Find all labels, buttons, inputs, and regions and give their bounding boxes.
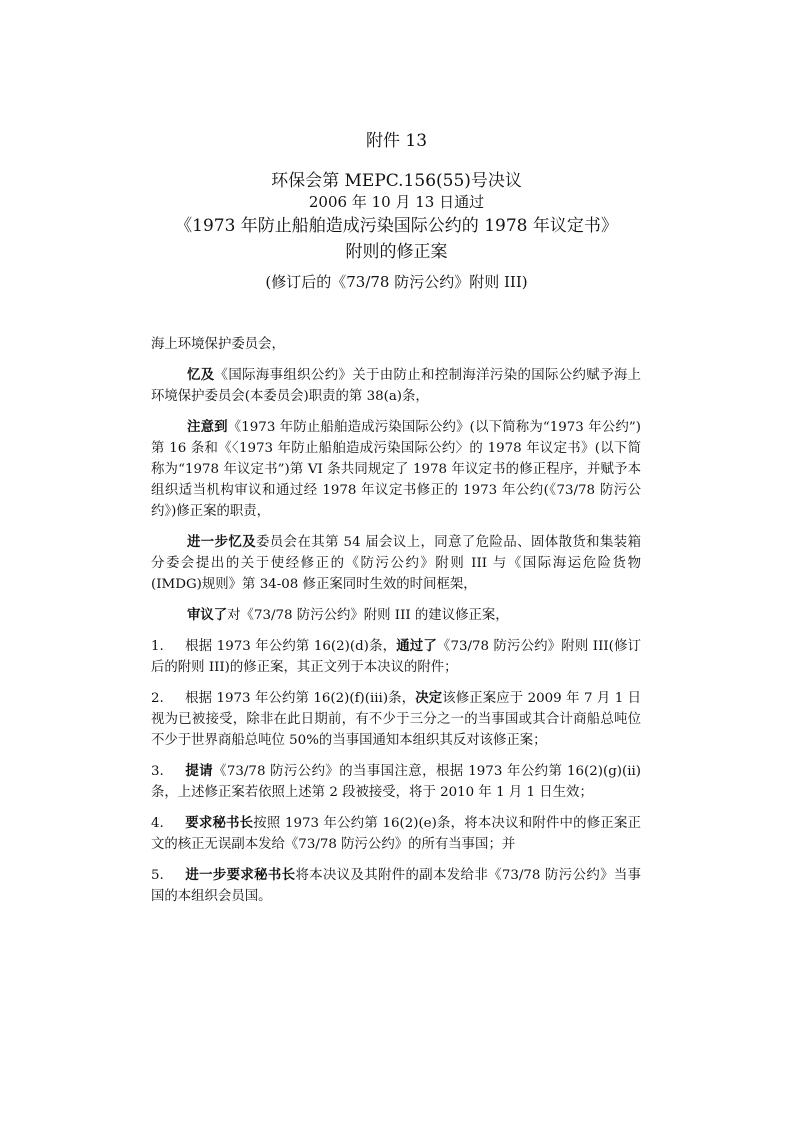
addressee: 海上环境保护委员会， [151,337,285,352]
paragraph-number: 4. [151,816,164,831]
operative-lead: 提请 [185,763,214,779]
preamble-text: 《1973 年防止船舶造成污染国际公约》(以下简称为“1973 年公约”)第 16 条和《〈1973 年防止船舶造成污染国际公约〉的 1978 年议定书》(以下简称为“1978 年议定书”)第 VI 条共同规定了 1978 年议定书的修正程序，并赋予本组织适当机构审议和通过经 1978 年议定书修正的 1973 年公约(《73/78 防污公约》)修正案的职责， [151,420,642,519]
preamble-lead: 审议了 [187,607,228,623]
amendment-title [0,213,793,265]
resolution-title: 环保会第 MEPC.156(55)号决议 [271,171,522,191]
preamble-paragraph [151,532,641,595]
operative-lead: 进一步要求秘书长 [185,867,296,883]
amendment-title-line1: 《1973 年防止船舶造成污染国际公约的 1978 年议定书》 [175,216,618,236]
operative-text: 将本决议及其附件的副本发给非《73/78 防污公约》当事国的本组织会员国。 [151,868,641,904]
preamble-lead: 注意到 [187,419,228,435]
paragraph-number: 3. [151,764,164,779]
subtitle: (修订后的《73/78 防污公约》附则 III) [265,273,528,291]
operative-text: 该修正案应于 2009 年 7 月 1 日视为已被接受，除非在此日期前，有不少于三分之一的当事国或其合计商船总吨位不少于世界商船总吨位 50%的当事国通知本组织其反对该修正案； [151,691,641,748]
preamble-paragraph [151,365,641,407]
amendment-title-line2: 附则的修正案 [345,242,448,262]
preamble-lead: 进一步忆及 [187,534,257,550]
operative-pre: 根据 1973 年公约第 16(2)(d)条， [185,639,397,654]
operative-lead: 要求秘书长 [185,815,254,831]
preamble-lead: 忆及 [187,367,215,383]
preamble-paragraph [151,605,641,626]
operative-text: 《73/78 防污公约》附则 III(修订后的附则 III)的修正案，其正文列于本决议的附件； [151,639,642,675]
preamble-text: 对《73/78 防污公约》附则 III 的建议修正案， [227,608,509,623]
preamble-text: 《国际海事组织公约》关于由防止和控制海洋污染的国际公约赋予海上环境保护委员会(本委员会)职责的第 38(a)条， [151,368,642,404]
paragraph-number: 2. [151,691,164,706]
operative-text: 《73/78 防污公约》的当事国注意，根据 1973 年公约第 16(2)(g)(ii)条，上述修正案若依照上述第 2 段被接受，将于 2010 年 1 月 1 日生效； [151,764,642,800]
resolution-body [151,334,641,917]
operative-lead: 通过了 [396,638,437,654]
preamble-paragraph [151,417,641,522]
operative-paragraph [151,865,641,907]
operative-paragraph [151,636,641,678]
adopted-date: 2006 年 10 月 13 日通过 [308,193,485,211]
annex-label: 附件 13 [365,131,428,151]
preamble-text: 委员会在其第 54 届会议上，同意了危险品、固体散货和集装箱分委会提出的关于使经修正的《防污公约》附则 III 与《国际海运危险货物(IMDG)规则》第 34-08 修正案同时生效的时间框架， [151,535,641,592]
paragraph-number: 1. [151,639,164,654]
paragraph-number: 5. [151,868,164,883]
operative-paragraph [151,761,641,803]
operative-lead: 决定 [415,690,443,706]
operative-paragraph [151,813,641,855]
operative-text: 按照 1973 年公约第 16(2)(e)条，将本决议和附件中的修正案正文的核正无误副本发给《73/78 防污公约》的所有当事国；并 [151,816,641,852]
operative-pre: 根据 1973 年公约第 16(2)(f)(iii)条， [185,691,416,706]
operative-paragraph [151,688,641,751]
